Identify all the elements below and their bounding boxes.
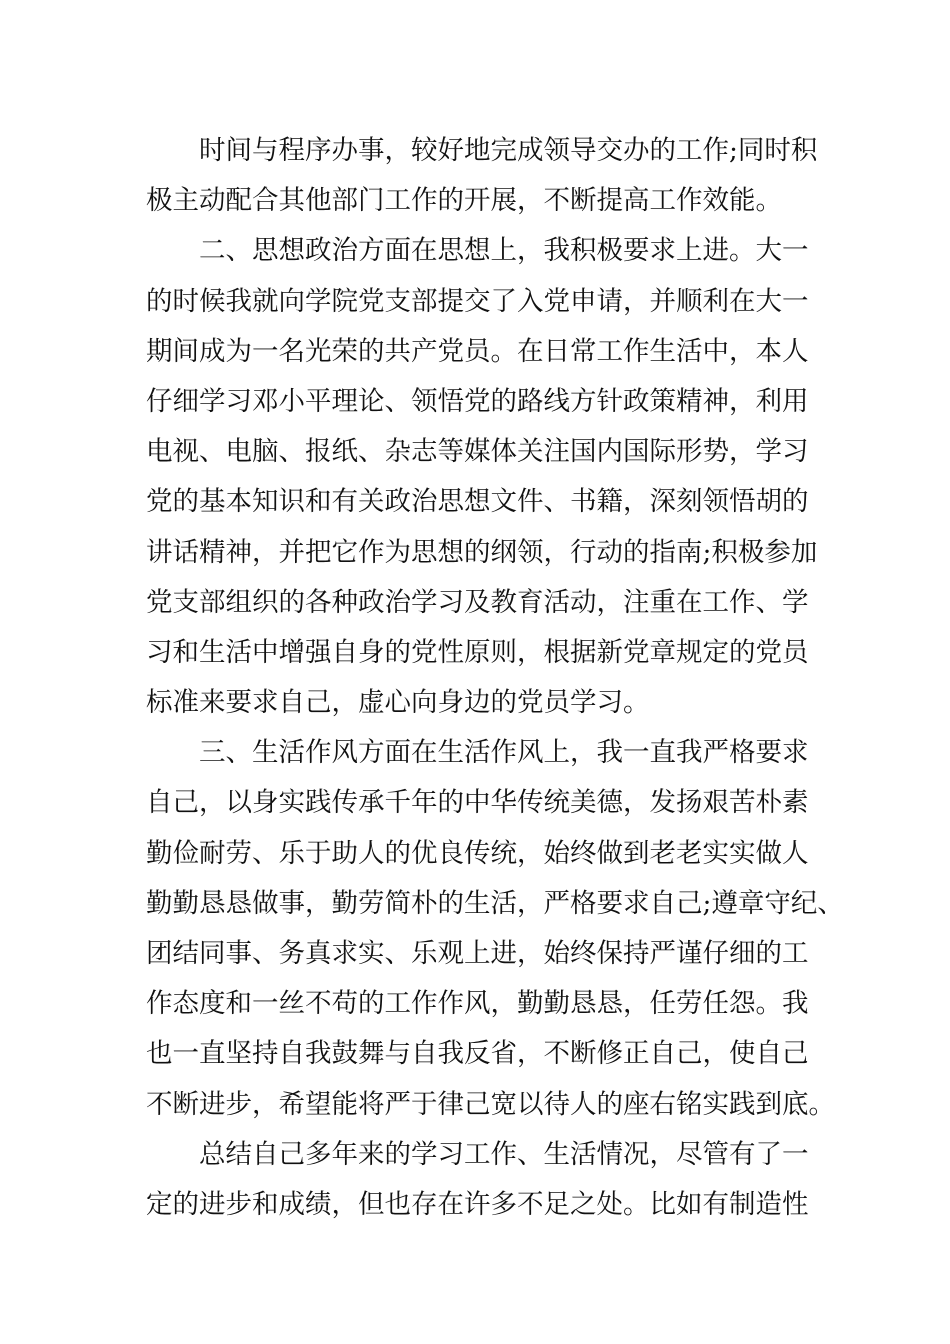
text-line: 总结自己多年来的学习工作、生活情况，尽管有了一 xyxy=(199,1138,809,1170)
text-line: 三、生活作风方面在生活作风上，我一直我严格要求 xyxy=(199,737,809,769)
text-line: 极主动配合其他部门工作的开展，不断提高工作效能。 xyxy=(146,185,782,217)
text-line: 定的进步和成绩，但也存在许多不足之处。比如有制造性 xyxy=(146,1188,809,1220)
text-line: 期间成为一名光荣的共产党员。在日常工作生活中，本人 xyxy=(146,335,809,367)
text-line: 自己，以身实践传承千年的中华传统美德，发扬艰苦朴素 xyxy=(146,787,809,819)
text-line: 勤俭耐劳、乐于助人的优良传统，始终做到老老实实做人 xyxy=(146,837,809,869)
text-line: 习和生活中增强自身的党性原则，根据新党章规定的党员 xyxy=(146,636,809,668)
document-body xyxy=(146,126,844,1230)
text-line: 也一直坚持自我鼓舞与自我反省，不断修正自己，使自己 xyxy=(146,1038,809,1070)
text-line: 作态度和一丝不苟的工作作风，勤勤恳恳，任劳任怨。我 xyxy=(146,988,809,1020)
text-line: 时间与程序办事，较好地完成领导交办的工作;同时积 xyxy=(199,135,818,166)
text-line: 勤勤恳恳做事，勤劳简朴的生活，严格要求自己;遵章守纪、 xyxy=(146,887,844,919)
text-line: 的时候我就向学院党支部提交了入党申请，并顺利在大一 xyxy=(146,285,809,317)
text-line: 党的基本知识和有关政治思想文件、书籍，深刻领悟胡的 xyxy=(146,486,809,518)
text-line: 讲话精神，并把它作为思想的纲领，行动的指南;积极参加 xyxy=(146,536,818,568)
text-line: 电视、电脑、报纸、杂志等媒体关注国内国际形势，学习 xyxy=(146,436,809,468)
text-line: 团结同事、务真求实、乐观上进，始终保持严谨仔细的工 xyxy=(146,938,809,969)
text-line: 党支部组织的各种政治学习及教育活动，注重在工作、学 xyxy=(146,586,809,618)
text-line: 标准来要求自己，虚心向身边的党员学习。 xyxy=(146,687,650,719)
text-line: 二、思想政治方面在思想上，我积极要求上进。大一 xyxy=(199,235,809,267)
text-line: 不断进步，希望能将严于律己宽以待人的座右铭实践到底。 xyxy=(146,1088,835,1120)
text-line: 仔细学习邓小平理论、领悟党的路线方针政策精神，利用 xyxy=(146,385,809,417)
